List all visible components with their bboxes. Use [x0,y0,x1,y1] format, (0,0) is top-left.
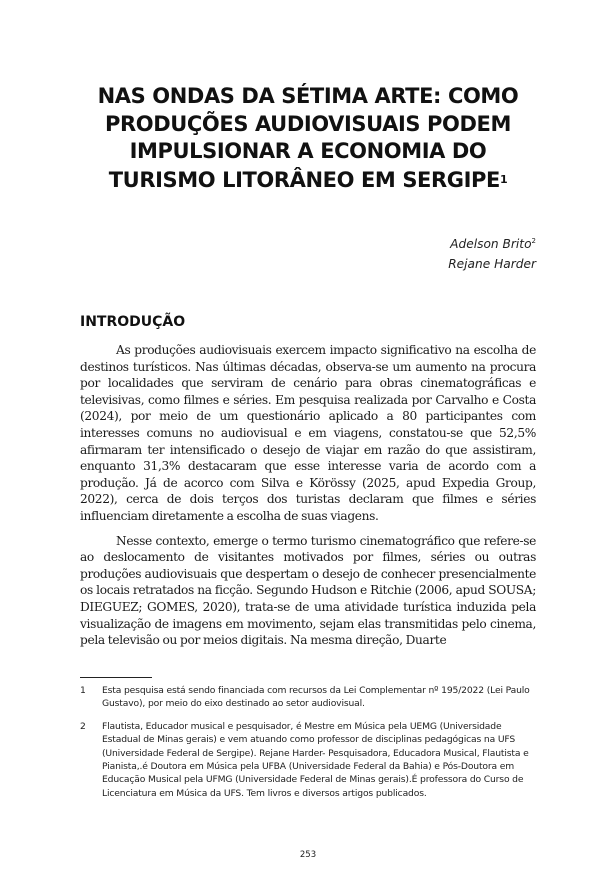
author-footnote-mark[interactable]: 2 [531,237,536,245]
article-title-text: NAS ONDAS DA SÉTIMA ARTE: COMO PRODUÇÕES AUDIOVISUAIS PODEM IMPULSIONAR A ECONOMIA DO TURISMO LITORÂNEO EM SERGIPE [97,84,519,192]
author-name: Adelson Brito [450,237,532,251]
author-line [448,254,536,274]
article-title [88,83,528,194]
author-name: Rejane Harder [448,257,536,271]
author-list [448,231,536,274]
author-line [448,231,536,254]
footnote-number: 2 [80,720,86,732]
body-text [80,342,536,649]
footnote-text: Flautista, Educador musical e pesquisador, é Mestre em Música pela UEMG (Universidade Estadual de Minas gerais) e vem atuando como professor de disciplinas pedagógicas na UFS (Universidade Federal de Sergipe). Rejane Harder- Pesquisadora, Educadora Musical, Flautista e Pianista,.é Doutora em Música pela UFBA (Universidade Federal da Bahia) e Pós-Doutora em Educação Musical pela UFMG (Universidade Federal de Minas gerais).É professora do Curso de Licenciatura em Música da UFS. Tem livros e diversos artigos publicados. [102,720,529,799]
footnote-item [80,720,536,800]
body-paragraph: Nesse contexto, emerge o termo turismo cinematográfico que refere-se ao deslocamento de visitantes motivados por filmes, séries ou outras produções audiovisuais que despertam o desejo de conhecer presencialmente os locais retratados na ficção. Segundo Hudson e Ritchie (2006, apud SOUSA; DIEGUEZ; GOMES, 2020), trata-se de uma atividade turística induzida pela visualização de imagens em movimento, sejam elas transmitidas pelo cinema, pela televisão ou por meios digitais. Na mesma direção, Duarte [80,533,536,648]
body-paragraph: As produções audiovisuais exercem impacto significativo na escolha de destinos turísticos. Nas últimas décadas, observa-se um aumento na procura por localidades que serviram de cenário para obras cinematográficas e televisivas, como filmes e séries. Em pesquisa realizada por Carvalho e Costa (2024), por meio de um questionário aplicado a 80 participantes com interesses comuns no audiovisual e em viagens, constatou-se que 52,5% afirmaram ter intensificado o desejo de viajar em razão do que assistiram, enquanto 31,3% destacaram que esse interesse varia de acordo com a produção. Já de acorco com Silva e Körössy (2025, apud Expedia Group, 2022), cerca de dois terços dos turistas declaram que filmes e séries influenciam diretamente a escolha de suas viagens. [80,343,536,523]
footnotes [80,684,536,800]
section-heading-introducao: INTRODUÇÃO [80,314,186,330]
title-footnote-mark[interactable]: 1 [499,172,508,186]
footnote-text: Esta pesquisa está sendo financiada com recursos da Lei Complementar nº 195/2022 (Lei Paulo Gustavo), por meio do eixo destinado ao setor audiovisual. [102,685,530,710]
footnote-separator [80,677,152,678]
page-number: 253 [299,850,317,860]
footnote-item [80,684,536,711]
footnote-number: 1 [80,685,86,696]
